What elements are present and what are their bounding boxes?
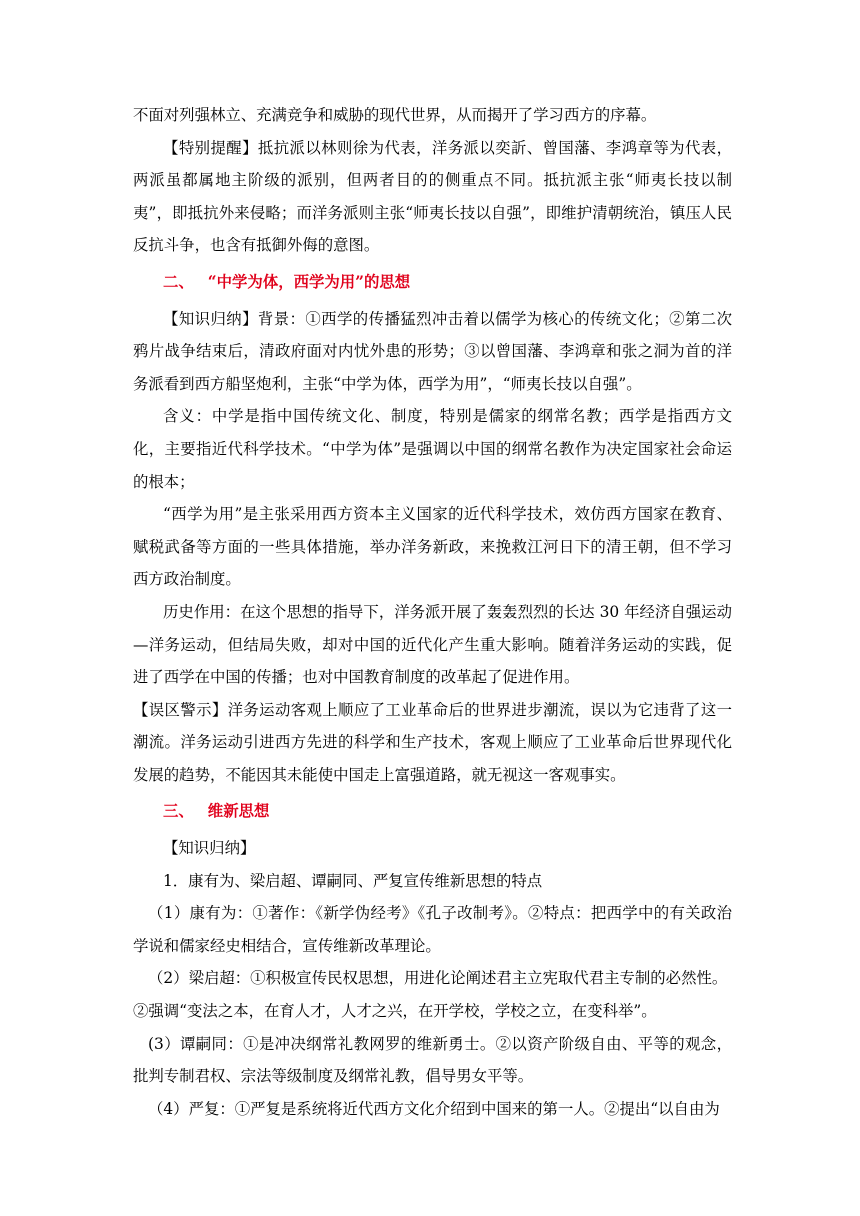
section-title: “中学为体，西学为用”的思想 [207, 272, 411, 291]
paragraph-liang-qichao: （2）梁启超：①积极宣传民权思想，用进化论阐述君主立宪取代君主专制的必然性。 [148, 969, 728, 988]
paragraph-knowledge-label: 【知识归纳】 [163, 839, 256, 858]
paragraph-western-use: “西学为用”是主张采用西方资本主义国家的近代科学技术，效仿西方国家在教育、赋税武备等方面的一些具体措施，举办洋务新政，来挽救江河日下的清王朝，但不学习西方政治制度。 [133, 505, 732, 589]
paragraph-meaning: 含义：中学是指中国传统文化、制度，特别是儒家的纲常名教；西学是指西方文化，主要指近代科学技术。“中学为体”是强调以中国的纲常名教作为决定国家社会命运的根本； [133, 407, 732, 491]
paragraph-list-heading: 1．康有为、梁启超、谭嗣同、严复宣传维新思想的特点 [163, 871, 543, 890]
paragraph-special-reminder: 【特别提醒】抵抗派以林则徐为代表，洋务派以奕訢、曾国藩、李鸿章等为代表，两派虽都属地主阶级的派别，但两者目的的侧重点不同。抵抗派主张“师夷长技以制夷”，即抵抗外来侵略；而洋务派则主张“师夷长技以自强”，即维护清朝统治，镇压人民反抗斗争，也含有抵御外侮的意图。 [133, 138, 732, 255]
section-number: 二、 [163, 272, 194, 291]
paragraph-continuation: 不面对列强林立、充满竞争和威胁的现代世界，从而揭开了学习西方的序幕。 [133, 106, 657, 124]
section-heading-2 [133, 266, 732, 299]
paragraph-kang-youwei: （1）康有为：①著作：《新学伪经考》《孔子改制考》。②特点：把西学中的有关政治学说和儒家经史相结合，宣传维新改革理论。 [133, 904, 732, 955]
paragraph-liang-qichao-2: ②强调“变法之本，在育人才，人才之兴，在开学校，学校之立，在变科举”。 [133, 1002, 657, 1021]
section-title: 维新思想 [207, 802, 270, 821]
paragraph-knowledge-background: 【知识归纳】背景：①西学的传播猛烈冲击着以儒学为核心的传统文化；②第二次鸦片战争结束后，清政府面对内忧外患的形势；③以曾国藩、李鸿章和张之洞为首的洋务派看到西方船坚炮利，主张“中学为体，西学为用”，“师夷长技以自强”。 [133, 309, 732, 393]
paragraph-misconception-warning: 【误区警示】洋务运动客观上顺应了工业革命后的世界进步潮流，误以为它违背了这一潮流。洋务运动引进西方先进的科学和生产技术，客观上顺应了工业革命后世界现代化发展的趋势，不能因其未能使中国走上富强道路，就无视这一客观事实。 [133, 700, 732, 784]
paragraph-yan-fu: （4）严复：①严复是系统将近代西方文化介绍到中国来的第一人。②提出“以自由为 [148, 1099, 720, 1118]
paragraph-tan-sitong: (3）谭嗣同：①是冲决纲常礼教网罗的维新勇士。②以资产阶级自由、平等的观念，批判专制君权、宗法等级制度及纲常礼教，倡导男女平等。 [133, 1034, 732, 1086]
section-number: 三、 [163, 802, 194, 821]
section-heading-3 [133, 795, 732, 828]
paragraph-historical-role: 历史作用：在这个思想的指导下，洋务派开展了轰轰烈烈的长达 30 年经济自强运动—洋务运动，但结局失败，却对中国的近代化产生重大影响。随着洋务运动的实践，促进了西学在中国的传播；也对中国教育制度的改革起了促进作用。 [133, 602, 732, 687]
